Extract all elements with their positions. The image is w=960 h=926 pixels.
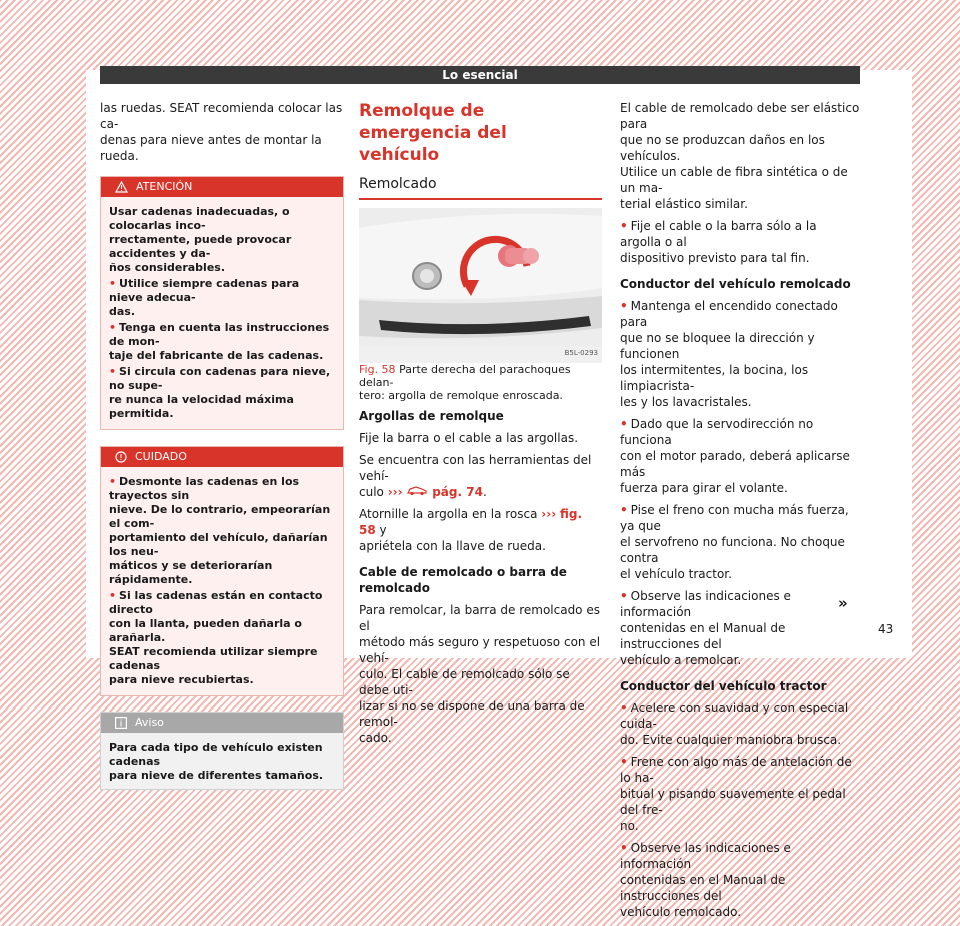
- list-item: • Frene con algo más de antelación de lo ha- bitual y pisando suavemente el pedal del fre- no.: [620, 755, 852, 833]
- list-item: • Observe las indicaciones e información contenidas en el Manual de instrucciones del vehículo a remolcar.: [620, 589, 791, 667]
- continue-arrow-icon: »: [838, 594, 848, 612]
- ref-arrow: ›››: [387, 485, 403, 499]
- warning-bullet: • Si circula con cadenas para nieve, no supe- re nunca la velocidad máxima permitida.: [109, 365, 331, 420]
- argollas-text-2: Se encuentra con las herramientas del vehí- culo ››› pág. 74.: [359, 453, 592, 499]
- bullet-icon: •: [620, 417, 628, 431]
- bullet-icon: •: [109, 475, 117, 488]
- note-header: [101, 713, 343, 733]
- warning-heading: ATENCIÓN: [136, 180, 193, 193]
- figure-reference-link[interactable]: fig. 58: [359, 507, 583, 537]
- cable-elastic-text: El cable de remolcado debe ser elástico para que no se produzcan daños en los vehículos. Utilice un cable de fibra sintética o de un ma- terial elástico similar.: [620, 101, 860, 211]
- figure-caption: [359, 363, 602, 402]
- warning-header: [101, 177, 343, 197]
- ref-arrow: ›››: [541, 507, 557, 521]
- figure-code: B5L-0293: [564, 349, 598, 357]
- list-item: • Acelere con suavidad y con especial cuida- do. Evite cualquier maniobra brusca.: [620, 701, 849, 747]
- figure-label: Fig. 58: [359, 363, 396, 376]
- warning-bullet: • Utilice siempre cadenas para nieve adecua- das.: [109, 277, 300, 318]
- warning-bullet: • Tenga en cuenta las instrucciones de mon- taje del fabricante de las cadenas.: [109, 321, 330, 362]
- caution-header: [101, 447, 343, 467]
- towed-driver-heading: Conductor del vehículo remolcado: [620, 277, 851, 291]
- page-number: 43: [878, 622, 894, 636]
- argollas-heading: Argollas de remolque: [359, 409, 504, 423]
- page-reference-link[interactable]: pág. 74: [432, 485, 483, 499]
- note-text: Para cada tipo de vehículo existen cadenas para nieve de diferentes tamaños.: [109, 741, 324, 782]
- caution-heading: CUIDADO: [135, 450, 187, 463]
- column-left: [100, 100, 344, 790]
- section-title: Remolque de emergencia del vehículo: [359, 101, 507, 165]
- page-header: Lo esencial: [100, 66, 860, 84]
- cable-heading: Cable de remolcado o barra de remolcado: [359, 565, 567, 595]
- bullet-icon: •: [620, 503, 628, 517]
- bullet-icon: •: [109, 277, 117, 290]
- tools-car-icon: [406, 485, 432, 499]
- caution-body: [101, 467, 343, 695]
- warning-text: Usar cadenas inadecuadas, o colocarlas inco- rrectamente, puede provocar accidentes y da- ños considerables.: [109, 205, 292, 274]
- column-middle: [359, 100, 602, 752]
- bullet-icon: •: [109, 321, 117, 334]
- note-body: [101, 733, 343, 789]
- note-box: [100, 712, 344, 790]
- list-item: • Mantenga el encendido conectado para que no se bloquee la dirección y funcionen los intermitentes, la bocina, los limpiacrista- les y los lavacristales.: [620, 299, 838, 409]
- caution-bullet: • Desmonte las cadenas en los trayectos sin nieve. De lo contrario, empeorarían el com- portamiento del vehículo, dañarían los neu- máticos y se deteriorarían rápidamente.: [109, 475, 331, 586]
- bumper-illustration: [359, 208, 602, 363]
- bullet-icon: •: [620, 589, 628, 603]
- bullet-icon: •: [620, 755, 628, 769]
- bullet-icon: •: [620, 299, 628, 313]
- cable-text: Para remolcar, la barra de remolcado es el método más seguro y respetuoso con el vehí- culo. El cable de remolcado sólo se debe uti- lizar si no se dispone de una barra de remol- cado.: [359, 603, 601, 745]
- caution-bullet: • Si las cadenas están en contacto directo con la llanta, pueden dañarla o arañarla. SEAT recomienda utilizar siempre cadenas para nieve recubiertas.: [109, 589, 323, 686]
- warning-body: [101, 197, 343, 429]
- caution-circle-icon: [115, 451, 127, 463]
- intro-text: las ruedas. SEAT recomienda colocar las ca- denas para nieve antes de montar la rueda.: [100, 101, 343, 163]
- note-heading: Aviso: [135, 716, 164, 729]
- bullet-icon: •: [109, 589, 117, 602]
- list-item: • Pise el freno con mucha más fuerza, ya que el servofreno no funciona. No choque contra el vehículo tractor.: [620, 503, 849, 581]
- argollas-text-3: Atornille la argolla en la rosca ››› fig. 58 y apriétela con la llave de rueda.: [359, 507, 583, 553]
- warning-box: [100, 176, 344, 430]
- subsection-title: Remolcado: [359, 176, 602, 200]
- list-item: • Dado que la servodirección no funciona con el motor parado, deberá aplicarse más fuerza para girar el volante.: [620, 417, 850, 495]
- list-item: • Fije el cable o la barra sólo a la argolla o al dispositivo previsto para tal fin.: [620, 219, 817, 265]
- bullet-icon: •: [109, 365, 117, 378]
- argollas-text-1: Fije la barra o el cable a las argollas.: [359, 431, 579, 445]
- info-icon: [115, 717, 127, 729]
- list-item: • Observe las indicaciones e información contenidas en el Manual de instrucciones del vehículo remolcado.: [620, 841, 791, 919]
- bullet-icon: •: [620, 841, 628, 855]
- figure-58: [359, 208, 602, 363]
- column-right: [620, 100, 860, 926]
- figure-caption-text: Parte derecha del parachoques delan- tero: argolla de remolque enroscada.: [359, 363, 571, 402]
- warning-triangle-icon: [115, 181, 128, 193]
- caution-box: [100, 446, 344, 696]
- bullet-icon: •: [620, 701, 628, 715]
- tractor-driver-heading: Conductor del vehículo tractor: [620, 679, 827, 693]
- bullet-icon: •: [620, 219, 628, 233]
